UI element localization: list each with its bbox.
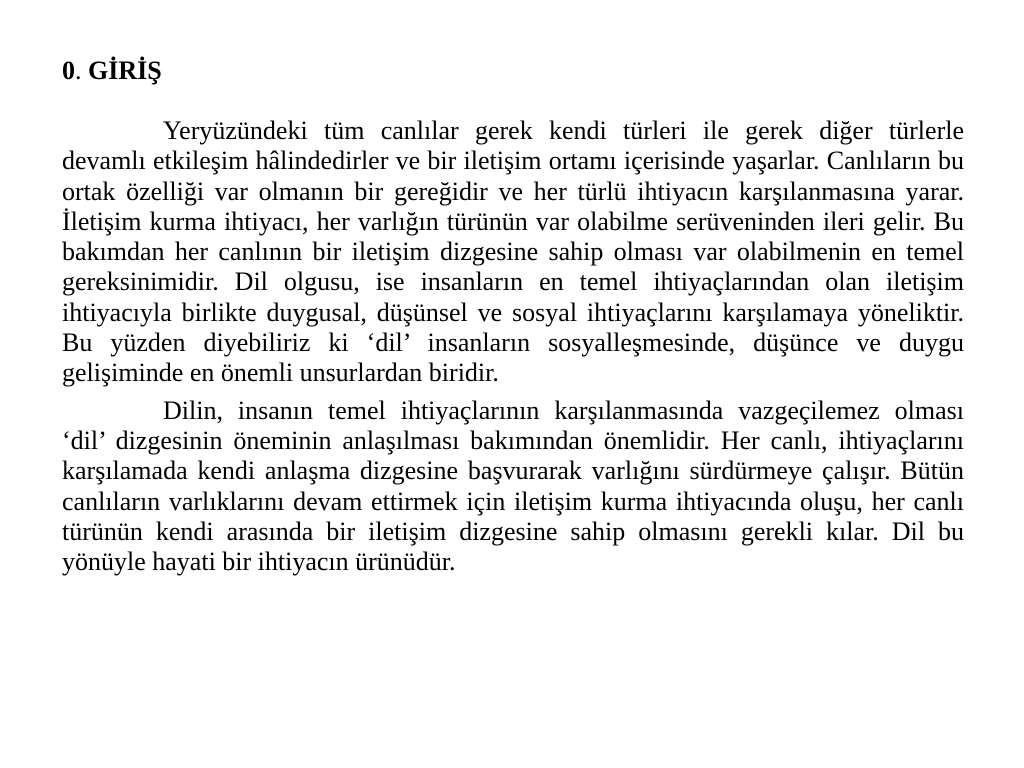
body-paragraph-2: Dilin, insanın temel ihtiyaçlarının karşılanmasında vazgeçilemez olması ‘dil’ dizgesinin öneminin anlaşılması bakımından önemlidir. Her canlı, ihtiyaçlarını karşılamada kendi anlaşma dizgesine başvurarak varlığını sürdürmeye çalışır. Bütün canlıların varlıklarını devam ettirmek için iletişim kurma ihtiyacında oluşu, her canlı türünün kendi arasında bir iletişim dizgesine sahip olmasını gerekli kılar. Dil bu yönüyle hayati bir ihtiyacın ürünüdür. [62,395,964,577]
body-paragraph-1: Yeryüzündeki tüm canlılar gerek kendi türleri ile gerek diğer türlerle devamlı etkileşim hâlindedirler ve bir iletişim ortamı içerisinde yaşarlar. Canlıların bu ortak özelliği var olmanın bir gereğidir ve her türlü ihtiyacın karşılanmasına yarar. İletişim kurma ihtiyacı, her varlığın türünün var olabilme serüveninden ileri gelir. Bu bakımdan her canlının bir iletişim dizgesine sahip olması var olabilmenin en temel gereksinimidir. Dil olgusu, ise insanların en temel ihtiyaçlarından olan iletişim ihtiyacıyla birlikte duygusal, düşünsel ve sosyal ihtiyaçlarını karşılamaya yöneliktir. Bu yüzden diyebiliriz ki ‘dil’ insanların sosyalleşmesinde, düşünce ve duygu gelişiminde en önemli unsurlardan biridir. [62,116,964,388]
document-page [62,56,964,577]
section-title: GİRİŞ [88,56,162,85]
section-heading [62,56,964,86]
section-number-separator: . [75,56,88,85]
section-number: 0 [62,56,75,85]
